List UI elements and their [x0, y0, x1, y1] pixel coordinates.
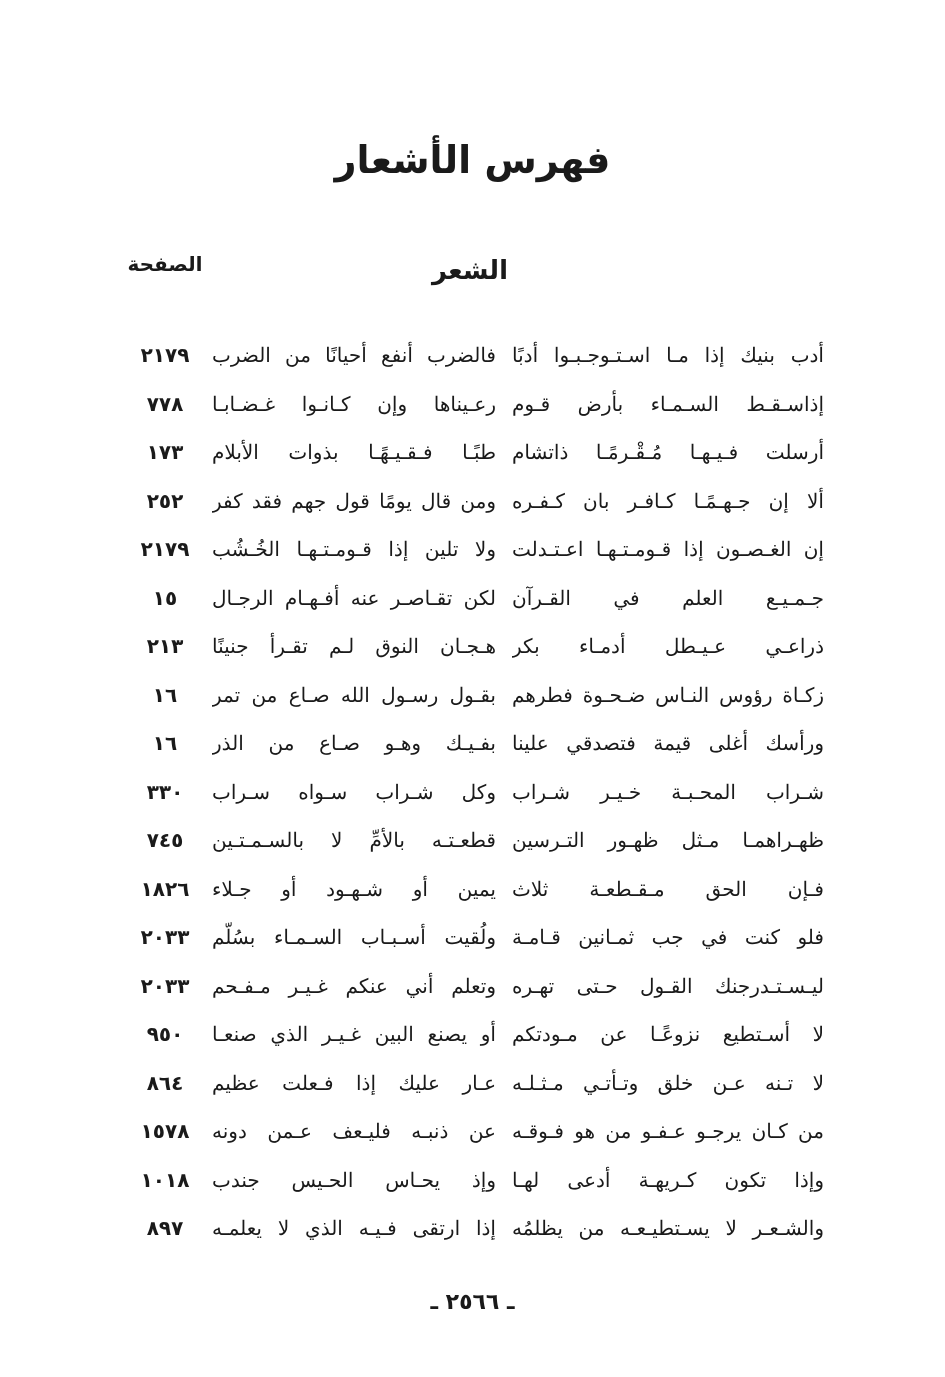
verse-second-hemistich: ومن قال يومًا قول جهم فقد كفر [212, 488, 496, 513]
index-row [0, 1060, 945, 1109]
verse-first-hemistich: والشـعـر لا يسـتطيـعـه من يظلمُه [512, 1216, 824, 1240]
verse-second-hemistich: عـار عليك إذا فـعلت عظيم [212, 1070, 496, 1095]
index-row [0, 575, 945, 624]
index-row [0, 1011, 945, 1060]
index-row [0, 1157, 945, 1206]
verse-second-hemistich: فالضرب أنفع أحيانًا من الضرب [212, 343, 496, 367]
verse-first-hemistich: أرسلت فـيـهـا مُـقْـرمًـا ذاتشام [512, 440, 824, 464]
verse-first-hemistich: ظهـراهمـا مـثل ظهـور التـرسين [512, 828, 824, 852]
verse-second-hemistich: يمين أو شـهـود أو جـلاء [212, 876, 496, 901]
index-row [0, 672, 945, 721]
page-reference: ٢٠٣٣ [140, 925, 190, 949]
index-row [0, 914, 945, 963]
page-reference: ١٧٣ [146, 440, 184, 464]
index-row [0, 623, 945, 672]
page-title: فهرس الأشعار [334, 138, 611, 182]
index-row [0, 866, 945, 915]
verse-second-hemistich: قطعـتـه بالأمِّ لا بالسـمـتـين [212, 828, 496, 852]
index-row [0, 817, 945, 866]
page-reference: ٢١٧٩ [140, 343, 190, 367]
verse-first-hemistich: أدب بنيك إذا مـا اسـتـوجـبـوا أدبًا [512, 343, 824, 367]
verse-second-hemistich: أو يصنع البين غـيـر الذي صنعـا [212, 1022, 496, 1046]
page-reference: ٨٩٧ [146, 1216, 184, 1240]
page-reference: ٢٠٣٣ [140, 973, 190, 998]
verse-second-hemistich: إذا ارتقى فـيـه الذي لا يعلمـه [212, 1216, 496, 1240]
page-reference: ١٦ [152, 682, 178, 707]
index-row [0, 526, 945, 575]
column-header-poetry: الشعر [432, 256, 508, 286]
index-row [0, 478, 945, 527]
index-row [0, 720, 945, 769]
verse-second-hemistich: ولا تلين إذا قـومـتـهـا الخُـشُب [212, 537, 496, 561]
verse-second-hemistich: رعـيناها وإن كـانـوا غـضـابـا [212, 391, 496, 416]
verse-second-hemistich: وإذ يحـاس الحـيس جندب [212, 1167, 496, 1192]
page-reference: ٧٧٨ [146, 391, 184, 416]
verse-first-hemistich: لا تـنه عـن خلق وتـأتـي مـثـلـه [512, 1070, 824, 1095]
verse-second-hemistich: بفـيـك وهـو صـاع من الذر [212, 731, 496, 755]
page-reference: ٣٣٠ [146, 779, 184, 804]
poetry-index-list [0, 332, 945, 1254]
verse-first-hemistich: ألا إن جـهـمًـا كـافـر بان كـفـره [512, 488, 824, 513]
verse-second-hemistich: هـجـان النوق لـم تقـرأ جنينًا [212, 634, 496, 658]
index-row [0, 332, 945, 381]
column-header-page: الصفحة [127, 252, 203, 276]
verse-second-hemistich: عن ذنبـه فليـعف عـمن دونه [212, 1119, 496, 1143]
index-row [0, 769, 945, 818]
page-number: ـ ٢٥٦٦ ـ [430, 1290, 515, 1315]
verse-second-hemistich: وتعلم أني عنكم غـيـر مـفـحم [212, 973, 496, 998]
verse-second-hemistich: لكن تقـاصـر عنه أفـهـام الرجـال [212, 585, 496, 610]
verse-second-hemistich: ولُقيت أسـبـاب السـمـاء بسُلّم [212, 925, 496, 949]
verse-first-hemistich: إن الغـصـون إذا قـومـتـهـا اعـتـدلت [512, 537, 824, 561]
index-row [0, 1108, 945, 1157]
page-reference: ٢١٣ [146, 634, 184, 658]
page-reference: ١٥ [152, 585, 178, 610]
verse-first-hemistich: من كـان يرجـو عـفـو من هو فـوقـه [512, 1119, 824, 1143]
verse-second-hemistich: بقـول رسـول الله صـاع من تمر [212, 682, 496, 707]
verse-first-hemistich: ذراعـي عـيـطل أدمـاء بكر [512, 634, 824, 658]
index-row [0, 963, 945, 1012]
page-reference: ٨٦٤ [146, 1070, 184, 1095]
verse-first-hemistich: ليـسـتـدرجنك القـول حـتى تهـره [512, 973, 824, 998]
index-row [0, 381, 945, 430]
page-reference: ٢٥٢ [146, 488, 184, 513]
verse-first-hemistich: ورأسك أغلى قيمة فتصدقي علينا [512, 731, 824, 755]
page-reference: ١٨٢٦ [140, 876, 190, 901]
verse-first-hemistich: زكـاة رؤوس النـاس ضـحـوة فطرهم [512, 682, 824, 707]
index-row [0, 1205, 945, 1254]
verse-first-hemistich: شـراب المحـبـة خـيـر شـراب [512, 779, 824, 804]
verse-second-hemistich: طبًـا فـقـيـهًـا بذوات الأبلام [212, 440, 496, 464]
verse-first-hemistich: وإذا تكون كـريهـة أدعى لهـا [512, 1167, 824, 1192]
index-row [0, 429, 945, 478]
verse-first-hemistich: فـإن الحق مـقـطعـة ثلاث [512, 876, 824, 901]
verse-second-hemistich: وكل شـراب سـواه سـراب [212, 779, 496, 804]
verse-first-hemistich: لا أسـتطيع نزوعًـا عن مـودتكم [512, 1022, 824, 1046]
verse-first-hemistich: جـمـيـع العلم في القـرآن [512, 585, 824, 610]
verse-first-hemistich: إذاسـقـط السـمـاء بأرض قـوم [512, 391, 824, 416]
verse-first-hemistich: فلو كنت في جب ثمـانين قـامـة [512, 925, 824, 949]
page-reference: ١٥٧٨ [140, 1119, 190, 1143]
page-reference: ١٠١٨ [140, 1167, 190, 1192]
page-reference: ٧٤٥ [146, 828, 184, 852]
page-reference: ٢١٧٩ [140, 537, 190, 561]
page-reference: ٩٥٠ [146, 1022, 184, 1046]
page-reference: ١٦ [152, 731, 178, 755]
